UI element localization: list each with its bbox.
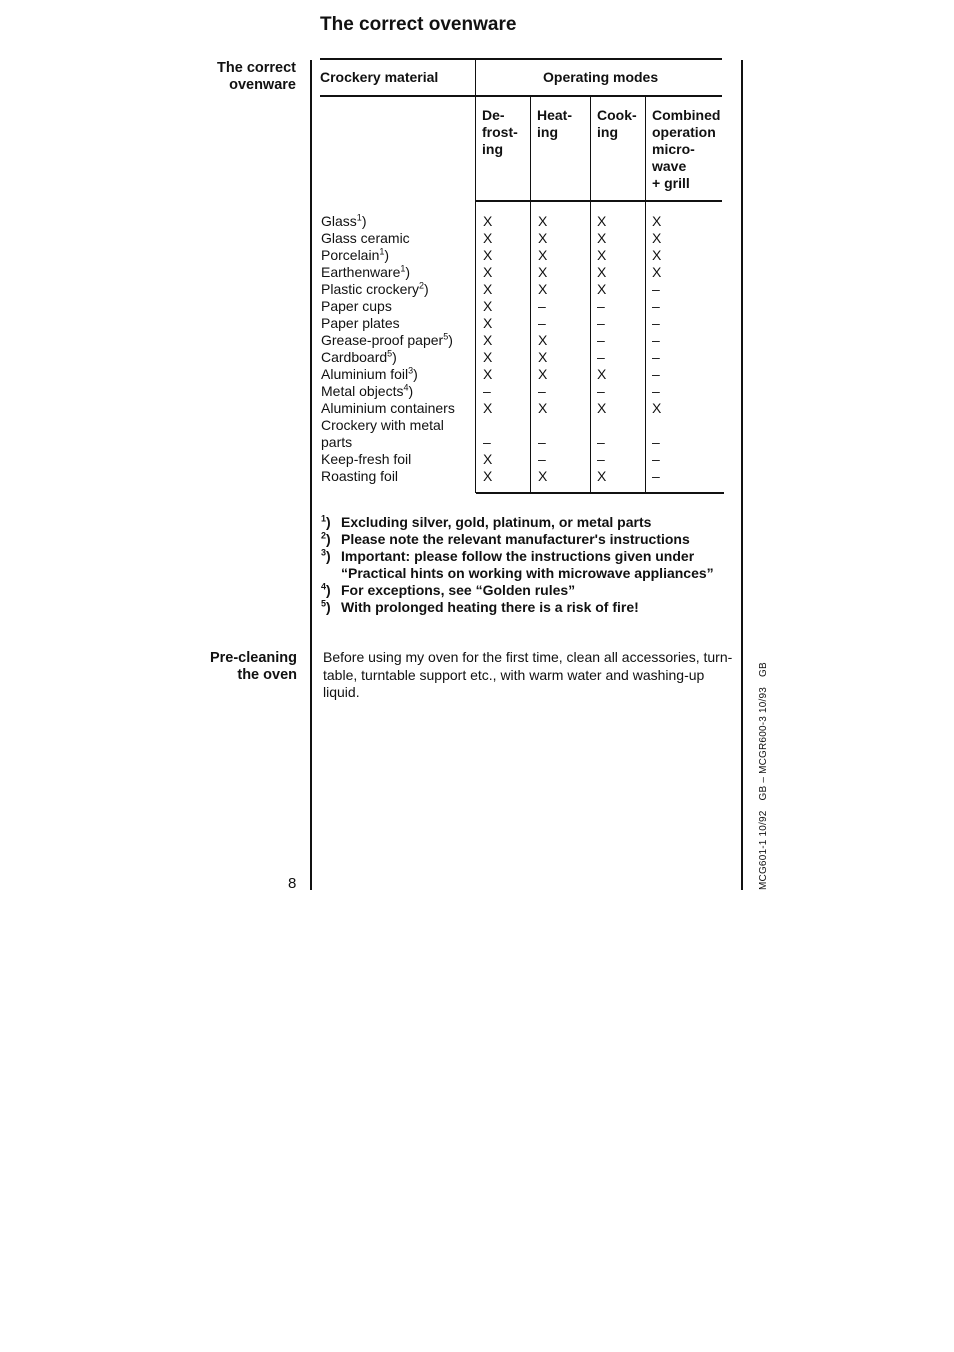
mark-value: X [483,349,493,365]
mark-cell [652,400,661,417]
mark-cell [538,417,547,451]
footnote-ref-close: ) [392,349,397,365]
footnote-number-digit: 3 [321,547,327,558]
mark-value: – [483,434,491,450]
mark-cell [597,281,606,298]
cooking-column [597,213,606,485]
column-header-cooking [597,107,637,141]
header-divider-rule [320,95,722,97]
material-text: Grease-proof paper [321,332,444,348]
material-cell [321,383,455,400]
mark-value: – [597,451,605,467]
column-header-line: Cook- [597,107,637,123]
mark-value: X [483,281,493,297]
mark-cell [652,349,661,366]
mark-cell [597,230,606,247]
mark-value: – [483,383,491,399]
material-text: Cardboard [321,349,388,365]
mark-cell [538,298,547,315]
mark-value: X [597,247,607,263]
material-cell [321,230,455,247]
footnote [321,531,736,548]
mark-cell [538,315,547,332]
mark-cell [597,213,606,230]
mark-value: X [538,213,548,229]
mark-value: X [538,230,548,246]
mark-value: – [652,332,660,348]
material-cell [321,468,455,485]
column-header-line: wave [652,158,687,174]
mark-cell [483,298,492,315]
section-heading-ovenware [217,60,296,94]
mark-cell [538,213,547,230]
mark-value: X [483,451,493,467]
material-cell [321,247,455,264]
column-header-heating [537,107,572,141]
column-header-line: Combined [652,107,721,123]
mark-cell [538,230,547,247]
footnote-ref: 5 [387,348,393,359]
mark-cell [483,315,492,332]
mark-cell [597,247,606,264]
column-divider [475,59,476,493]
document-code-part: MCG601-1 10/92 [758,810,769,890]
mark-cell [483,213,492,230]
mark-value: X [652,264,662,280]
footnote-ref-close: ) [424,281,429,297]
footnote-ref: 1 [356,212,362,223]
column-header-line: ing [597,124,618,140]
mark-value: X [538,349,548,365]
column-header-line: De- [482,107,505,123]
material-cell [321,417,455,451]
combined-column [652,213,661,485]
column-header-line: Heat- [537,107,573,123]
mark-cell [483,400,492,417]
material-cell [321,451,455,468]
document-code [758,662,769,890]
mark-value: X [483,332,493,348]
mark-cell [538,332,547,349]
material-cell [321,400,455,417]
mark-value: – [597,434,605,450]
footnote-ref: 3 [408,365,414,376]
mark-value: X [538,264,548,280]
mark-value: – [597,298,605,314]
heating-column [538,213,547,485]
mark-value: X [483,315,493,331]
mark-cell [652,281,661,298]
mark-value: – [538,298,546,314]
mark-value: – [597,332,605,348]
document-code-part: GB – MCGR600-3 10/93 [758,686,769,801]
material-column [321,213,455,485]
mark-value: X [483,213,493,229]
mark-value: – [538,451,546,467]
section-heading-line: ovenware [229,77,296,93]
footnote-number: $^4$) [321,581,331,598]
material-text: Glass ceramic [321,230,410,246]
material-cell [321,332,455,349]
footnote-number-digit: 5 [321,598,327,609]
mark-value: X [597,264,607,280]
table-bottom-rule [476,492,724,494]
material-text: Paper cups [321,298,392,314]
mark-cell [597,315,606,332]
mark-value: X [597,400,607,416]
material-cell [321,213,455,230]
footnote-text: Please note the relevant manufacturer's instructions [341,531,690,547]
column-divider [645,96,646,493]
mark-cell [652,383,661,400]
mark-value: – [652,281,660,297]
table-top-rule [320,58,722,60]
footnote-ref: 1 [379,246,385,257]
defrosting-column [483,213,492,485]
mark-cell [597,298,606,315]
mark-cell [652,298,661,315]
right-margin-rule [741,60,743,890]
mark-value: – [652,349,660,365]
mark-cell [538,366,547,383]
mark-value: – [597,315,605,331]
mark-cell [483,349,492,366]
material-text: parts [321,434,353,450]
mark-value: – [538,383,546,399]
mark-cell [652,366,661,383]
mark-cell [538,468,547,485]
mark-cell [597,451,606,468]
footnote-ref-close: ) [361,213,367,229]
footnote-ref-close: ) [413,366,418,382]
mark-value: X [483,366,493,382]
footnote [321,582,736,599]
mark-cell [483,264,492,281]
mark-cell [652,451,661,468]
mark-value: X [483,400,493,416]
footnote [321,548,736,582]
column-header-combined [652,107,720,192]
material-text: Glass [321,213,357,229]
column-header-line: frost- [482,124,518,140]
mark-value: X [538,366,548,382]
material-text: Metal objects [321,383,404,399]
footnote-ref-close: ) [408,383,414,399]
mark-value: X [597,366,607,382]
mark-cell [652,213,661,230]
material-cell [321,349,455,366]
column-header-line: micro- [652,141,695,157]
footnote-ref: 5 [443,331,449,342]
material-text: Keep-fresh foil [321,451,412,467]
mark-value: X [483,298,493,314]
mark-value: – [538,434,546,450]
footnote-number-digit: 1 [321,513,327,524]
mark-cell [538,247,547,264]
footnote-number: $^1$) [321,513,331,530]
footnote [321,514,736,531]
mark-value: – [652,366,660,382]
mark-value: – [652,451,660,467]
mark-cell [483,332,492,349]
mark-cell [538,400,547,417]
mark-value: X [538,468,548,484]
mark-cell [652,315,661,332]
mark-cell [483,247,492,264]
mark-cell [597,417,606,451]
mark-value: X [538,247,548,263]
column-divider [590,96,591,493]
footnote-ref-close: ) [405,264,411,280]
mark-cell [597,400,606,417]
mark-cell [538,281,547,298]
mark-value: X [483,247,493,263]
mark-value: X [597,230,607,246]
mark-value: X [597,468,607,484]
material-text: Crockery with metal [321,417,444,433]
mark-value: – [652,468,660,484]
material-text: Aluminium containers [321,400,455,416]
material-cell [321,366,455,383]
mark-value: – [538,315,546,331]
material-text: Plastic crockery [321,281,420,297]
footnote-ref-close: ) [448,332,453,348]
column-header-defrosting [482,107,518,158]
mark-cell [483,417,492,451]
mark-value: – [597,349,605,365]
footnote-ref: 4 [403,382,409,393]
footnote-text: For exceptions, see “Golden rules” [341,582,576,598]
mark-cell [483,281,492,298]
material-cell [321,298,455,315]
mark-value: – [597,383,605,399]
column-header-line: ing [537,124,558,140]
mark-cell [597,366,606,383]
mark-cell [652,230,661,247]
material-cell [321,281,455,298]
material-text: Earthenware [321,264,401,280]
footnote [321,599,736,616]
section-heading-line: The correct [217,60,296,76]
footnotes [321,514,736,616]
document-code-part: GB [758,662,769,677]
mark-value: X [538,332,548,348]
column-divider [530,96,531,493]
mark-value: X [483,264,493,280]
mark-value: X [483,468,493,484]
mark-value: X [597,281,607,297]
mark-cell [597,349,606,366]
modes-header: Operating modes [543,69,659,85]
column-header-line: operation [652,124,716,140]
column-header-rule [476,200,722,202]
mark-value: X [538,281,548,297]
footnote-number-digit: 2 [321,530,327,541]
material-cell [321,264,455,281]
footnote-text: With prolonged heating there is a risk of fire! [341,599,639,615]
material-text: Porcelain [321,247,380,263]
mark-cell [652,247,661,264]
mark-value: X [538,400,548,416]
mark-cell [538,349,547,366]
footnote-ref-close: ) [384,247,390,263]
mark-value: X [483,230,493,246]
material-text: Aluminium foil [321,366,409,382]
mark-value: X [652,230,662,246]
mark-cell [538,451,547,468]
material-text: Paper plates [321,315,400,331]
section-heading-precleaning [210,650,297,684]
footnote-ref: 2 [419,280,425,291]
material-text: Roasting foil [321,468,399,484]
section-heading-line: Pre-cleaning [209,650,297,666]
footnote-number-digit: 4 [321,581,327,592]
mark-cell [483,230,492,247]
mark-value: X [652,400,662,416]
mark-cell [483,451,492,468]
mark-value: X [652,247,662,263]
mark-value: X [597,213,607,229]
mark-value: X [652,213,662,229]
mark-cell [538,383,547,400]
footnote-text: Important: please follow the instructions given under “Practical hints on working with microwave appliances” [341,548,714,581]
mark-value: – [652,434,660,450]
mark-value: – [652,298,660,314]
footnote-number: $^3$) [321,547,331,564]
footnote-number: $^2$) [321,530,331,547]
mark-cell [597,383,606,400]
mark-cell [483,468,492,485]
material-cell [321,315,455,332]
mark-cell [652,468,661,485]
page-title: The correct ovenware [320,14,517,35]
column-header-line: ing [482,141,503,157]
mark-cell [483,383,492,400]
material-header: Crockery material [320,69,439,85]
precleaning-text: Before using my oven for the first time, clean all accessories, turn-table, turntable support etc., with warm water and washing-up liquid. [323,649,733,700]
mark-value: – [652,315,660,331]
page-number: 8 [288,875,297,892]
mark-cell [597,468,606,485]
mark-cell [652,332,661,349]
footnote-text: Excluding silver, gold, platinum, or metal parts [341,514,652,530]
mark-cell [538,264,547,281]
mark-cell [483,366,492,383]
mark-cell [652,417,661,451]
section-heading-line: the oven [237,667,297,683]
column-header-line: + grill [652,175,690,191]
footnote-number: $^5$) [321,598,331,615]
mark-value: – [652,383,660,399]
left-margin-rule [310,60,312,890]
mark-cell [597,264,606,281]
footnote-ref: 1 [400,263,406,274]
mark-cell [597,332,606,349]
mark-cell [652,264,661,281]
